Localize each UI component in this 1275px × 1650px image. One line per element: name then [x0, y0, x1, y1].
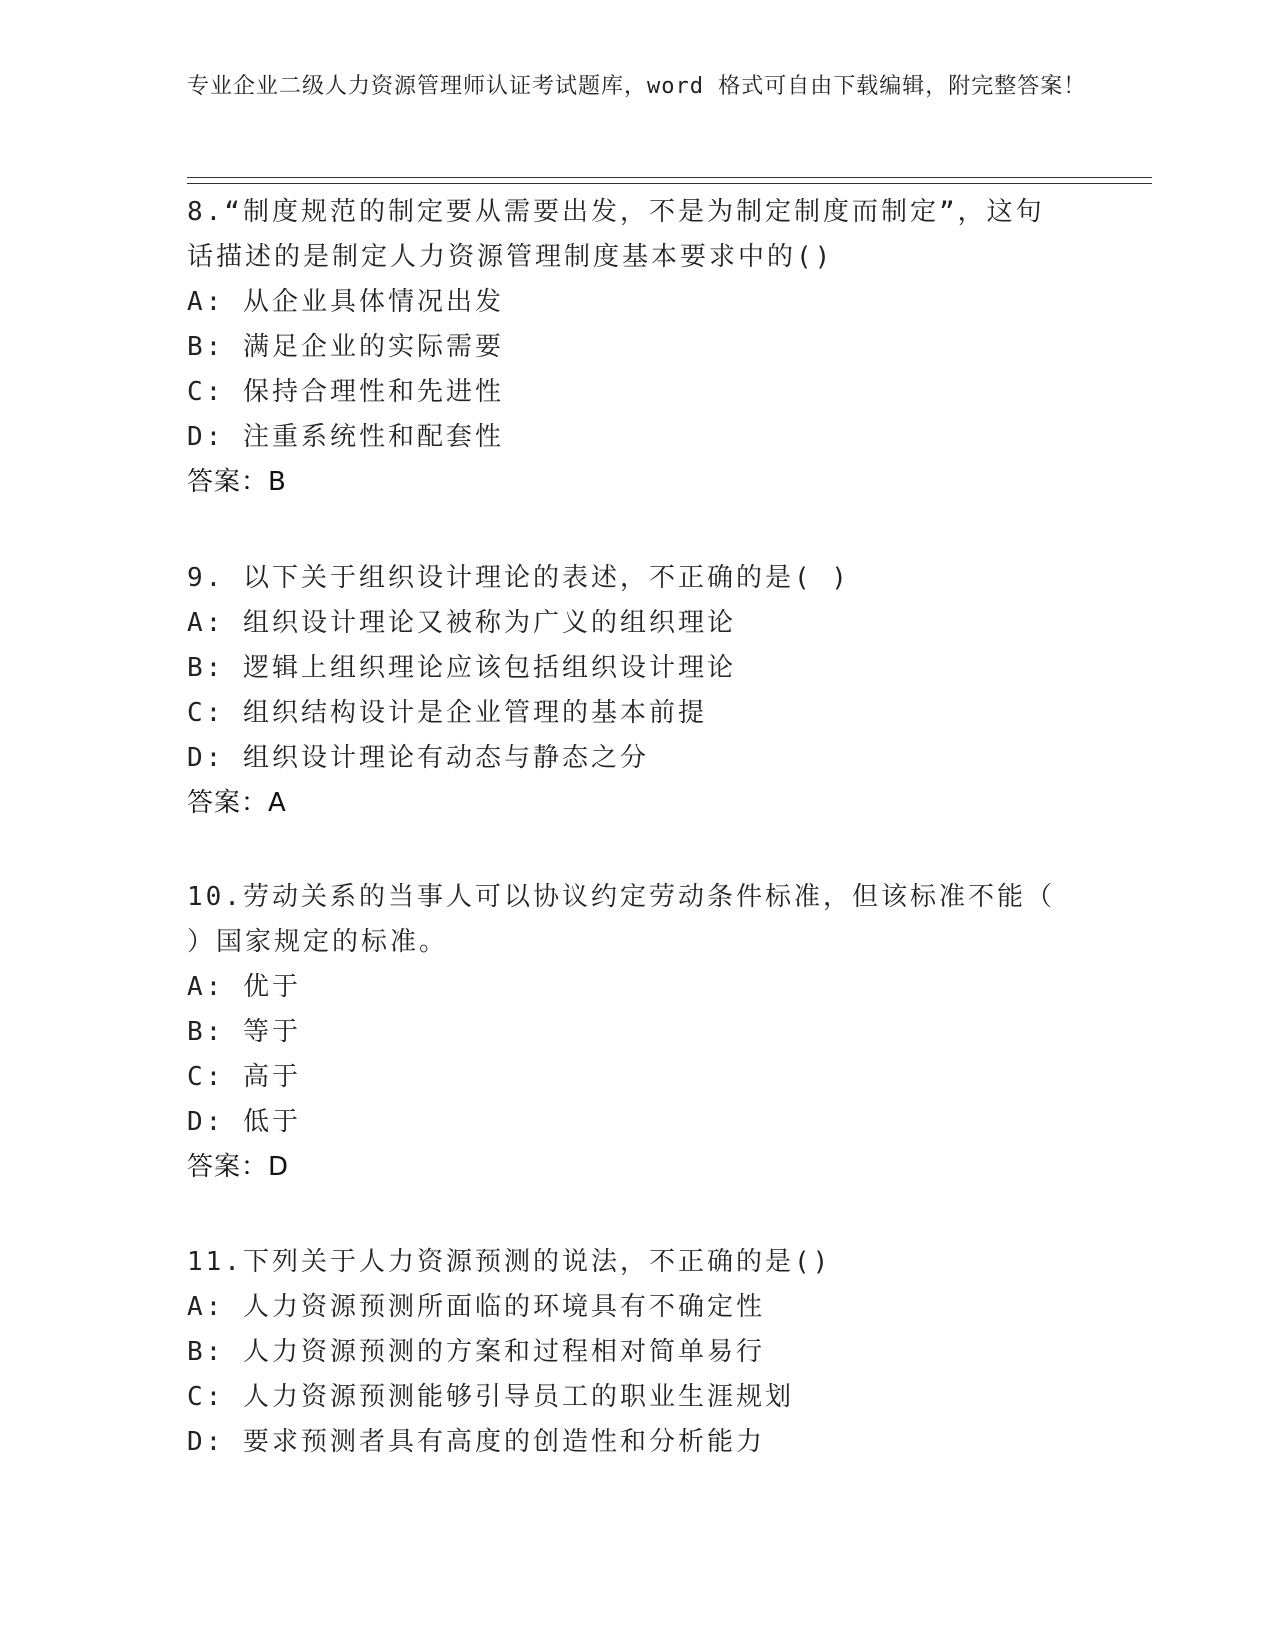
option-b: B: 逻辑上组织理论应该包括组织设计理论: [187, 653, 736, 683]
option-c: C: 保持合理性和先进性: [187, 377, 504, 407]
option-d: D: 低于: [187, 1107, 301, 1137]
option-c: C: 组织结构设计是企业管理的基本前提: [187, 698, 707, 728]
question-text: 10.劳动关系的当事人可以协议约定劳动条件标准，但该标准不能（ ）国家规定的标准。: [187, 882, 1055, 957]
question-10: [187, 875, 1067, 1190]
option-c: C: 高于: [187, 1062, 301, 1092]
header-divider-bottom: [187, 183, 1152, 184]
option-d: D: 组织设计理论有动态与静态之分: [187, 743, 649, 773]
question-text: 8.“制度规范的制定要从需要出发，不是为制定制度而制定”，这句话描述的是制定人力资源管理制度基本要求中的(): [187, 197, 1045, 272]
question-text: 9. 以下关于组织设计理论的表述，不正确的是( ): [187, 563, 850, 593]
question-8: [187, 190, 1067, 505]
header-divider-top: [187, 177, 1152, 178]
header-text: 专业企业二级人力资源管理师认证考试题库，word 格式可自由下载编辑，附完整答案！: [187, 74, 1087, 99]
option-a: A: 组织设计理论又被称为广义的组织理论: [187, 608, 736, 638]
question-9: [187, 556, 1067, 826]
answer: 答案：B: [187, 467, 287, 497]
option-a: A: 从企业具体情况出发: [187, 287, 504, 317]
option-d: D: 要求预测者具有高度的创造性和分析能力: [187, 1427, 765, 1457]
answer: 答案：D: [187, 1152, 290, 1182]
answer: 答案：A: [187, 788, 287, 818]
question-11: [187, 1240, 1067, 1465]
option-a: A: 人力资源预测所面临的环境具有不确定性: [187, 1292, 765, 1322]
option-c: C: 人力资源预测能够引导员工的职业生涯规划: [187, 1382, 794, 1412]
option-b: B: 等于: [187, 1017, 301, 1047]
option-b: B: 人力资源预测的方案和过程相对简单易行: [187, 1337, 765, 1367]
question-text: 11.下列关于人力资源预测的说法，不正确的是(): [187, 1247, 832, 1277]
option-b: B: 满足企业的实际需要: [187, 332, 504, 362]
option-d: D: 注重系统性和配套性: [187, 422, 504, 452]
option-a: A: 优于: [187, 972, 301, 1002]
